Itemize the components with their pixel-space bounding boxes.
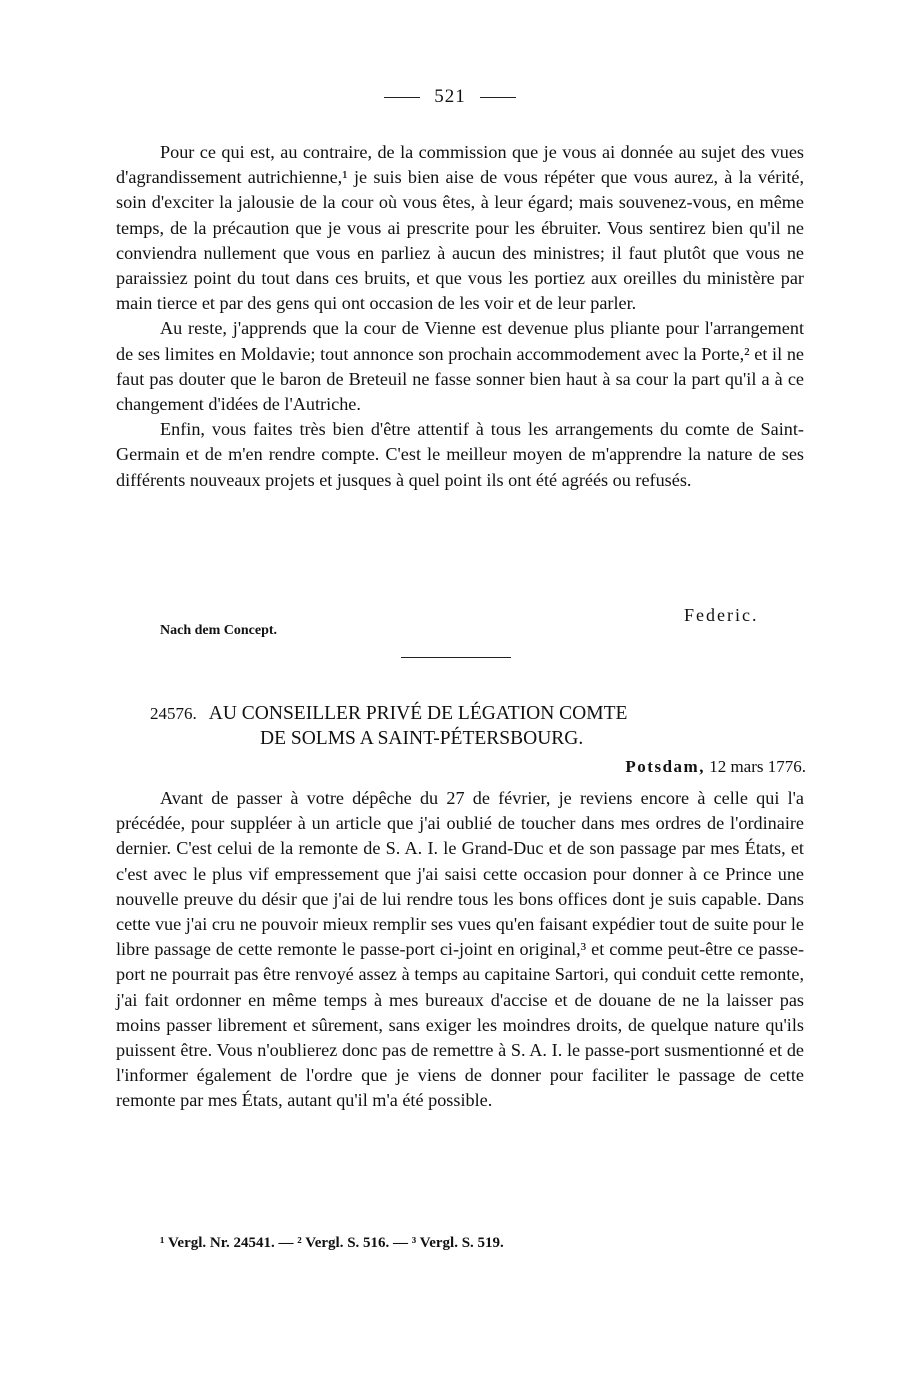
letter1-paragraph-1: Pour ce qui est, au contraire, de la commission que je vous ai donnée au sujet des vues d'agrandissement autrichienne,¹ je suis bien aise de vous répéter que vous aurez, à la vérité, soin d'exciter la jalousie de la cour où vous êtes, à leur égard; mais souvenez-vous, en même temps, de la précaution que je vous ai prescrite pour les ébruiter. Vous sentirez bien qu'il ne conviendra nullement que vous en parliez à aucun des ministres; il faut plutôt que vous ne paraissiez point du tout dans ces bruits, et que vous les portiez aux oreilles du ministère par main tierce et par des gens qui ont occasion de les voir et de leur parler. xyxy=(116,142,804,314)
dateline-place: Potsdam, xyxy=(625,757,705,776)
section-divider xyxy=(401,657,511,658)
page-number-left-dash xyxy=(384,97,420,98)
document-number: 24576. xyxy=(150,704,197,723)
page-number-right-dash xyxy=(480,97,516,98)
letter2-heading xyxy=(150,701,790,751)
letter1-signature: Federic. xyxy=(684,605,759,625)
heading-line-2: DE SOLMS A SAINT-PÉTERSBOURG. xyxy=(260,728,584,749)
footnotes: ¹ Vergl. Nr. 24541. — ² Vergl. S. 516. — ³ Vergl. S. 519. xyxy=(160,1235,504,1251)
letter1-body xyxy=(116,140,804,493)
letter1-paragraph-2: Au reste, j'apprends que la cour de Vienne est devenue plus pliante pour l'arrangement de ses limites en Moldavie; tout annonce son prochain accommodement avec la Porte,² et il ne faut pas douter que le baron de Breteuil ne fasse sonner bien haut à sa cour la part qu'il a à ce changement d'idées de l'Autriche. xyxy=(116,318,804,415)
heading-line-1: AU CONSEILLER PRIVÉ DE LÉGATION COMTE xyxy=(208,703,628,724)
dateline-date: 12 mars 1776. xyxy=(709,757,806,776)
source-note: Nach dem Concept. xyxy=(160,623,278,638)
letter1-paragraph-3: Enfin, vous faites très bien d'être attentif à tous les arrangements du comte de Saint-Germain et de m'en rendre compte. C'est le meilleur moyen de m'apprendre la nature de ses différents nouveaux projets et jusques à quel point ils ont été agréés ou refusés. xyxy=(116,419,804,490)
page-number xyxy=(0,86,900,108)
dateline xyxy=(490,757,806,777)
letter2-body xyxy=(116,786,804,1114)
page-number-text: 521 xyxy=(434,86,466,107)
letter2-paragraph: Avant de passer à votre dépêche du 27 de février, je reviens encore à celle qui l'a précédée, pour suppléer à un article que j'ai oublié de toucher dans mes ordres de l'ordinaire dernier. C'est celui de la remonte de S. A. I. le Grand-Duc et de son passage par mes États, et c'est avec le plus vif empressement que j'ai saisi cette occasion pour donner à ce Prince une nouvelle preuve du désir que j'ai de lui rendre tous les bons offices dont je suis capable. Dans cette vue j'ai cru ne pouvoir mieux remplir ses vues qu'en faisant expédier tout de suite pour le libre passage de cette remonte le passe-port ci-joint en original,³ et comme peut-être ce passe-port ne pourrait pas être renvoyé assez à temps au capitaine Sartori, qui conduit cette remonte, j'ai fait ordonner en même temps à mes bureaux d'accise et de douane de ne la laisser pas moins passer librement et sûrement, sans exiger les moindres droits, de quelque nature qu'ils puissent être. Vous n'oublierez donc pas de remettre à S. A. I. le passe-port susmentionné et de l'informer également de l'ordre que je viens de donner pour faciliter le passage de cette remonte par mes États, autant qu'il m'a été possible. xyxy=(116,788,804,1111)
